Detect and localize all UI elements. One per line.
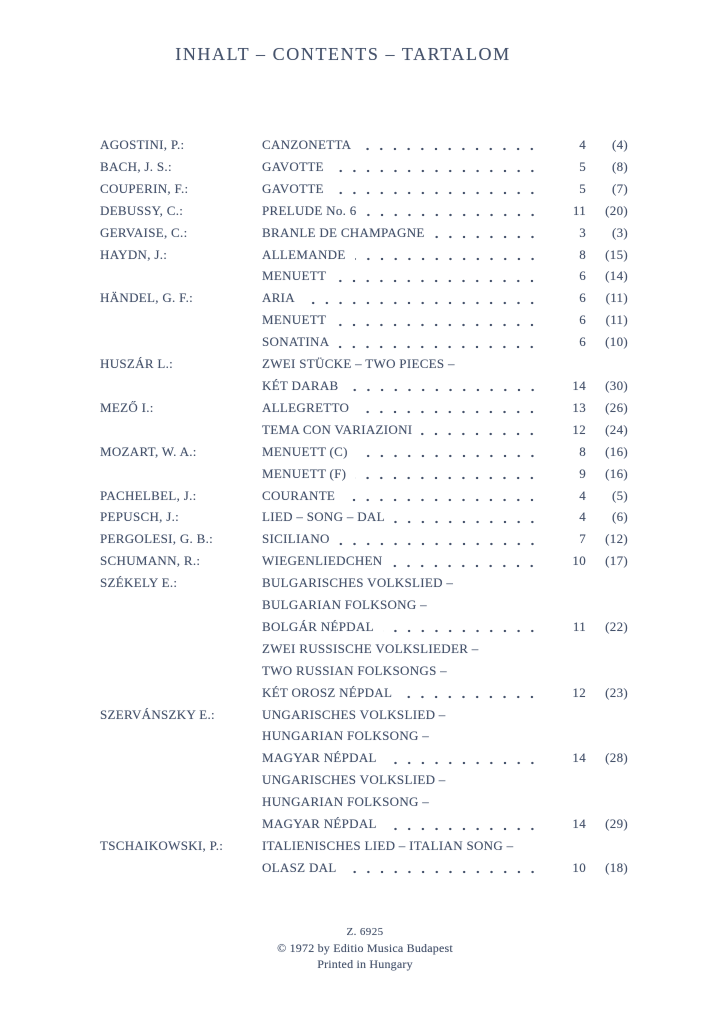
toc-row — [100, 704, 628, 726]
row-paren: (8) — [611, 158, 628, 174]
row-paren: (24) — [605, 421, 628, 437]
row-paren — [586, 594, 628, 616]
row-piece: UNGARISCHES VOLKSLIED – — [262, 706, 446, 722]
row-page: 5 — [579, 180, 586, 196]
toc-row — [100, 791, 628, 813]
row-page — [541, 638, 586, 660]
plate-number: Z. 6925 — [346, 926, 384, 938]
toc-row — [100, 528, 628, 550]
row-piece-cell — [262, 638, 541, 660]
row-piece: ARIA — [262, 290, 295, 306]
row-paren — [586, 660, 628, 682]
row-composer: HÄNDEL, G. F.: — [100, 290, 194, 306]
row-page: 14 — [572, 750, 586, 766]
row-page: 14 — [572, 816, 586, 832]
row-composer — [100, 857, 262, 879]
dot-leader — [456, 660, 541, 682]
dot-leader — [333, 178, 541, 200]
row-page — [541, 594, 586, 616]
row-paren — [586, 638, 628, 660]
row-piece: SICILIANO — [262, 531, 330, 547]
row-paren: (30) — [605, 377, 628, 393]
dot-leader — [383, 616, 541, 638]
row-composer — [100, 638, 262, 660]
row-composer: HAYDN, J.: — [100, 246, 168, 262]
row-page — [541, 704, 586, 726]
row-piece: OLASZ DAL — [262, 859, 337, 875]
row-page: 8 — [579, 443, 586, 459]
toc-row — [100, 616, 628, 638]
row-piece-cell — [262, 222, 541, 244]
row-page: 7 — [579, 531, 586, 547]
row-page: 6 — [579, 290, 586, 306]
row-composer: MEZŐ I.: — [100, 399, 154, 415]
copyright-line: © 1972 by Editio Musica Budapest — [277, 941, 453, 955]
toc-row — [100, 638, 628, 660]
row-piece-cell — [262, 506, 541, 528]
toc-row — [100, 222, 628, 244]
toc-row — [100, 134, 628, 156]
toc-row — [100, 660, 628, 682]
row-piece: BRANLE DE CHAMPAGNE — [262, 224, 425, 240]
row-page: 4 — [579, 509, 586, 525]
row-piece: BULGARIAN FOLKSONG – — [262, 597, 427, 613]
row-piece: BOLGÁR NÉPDAL — [262, 618, 374, 634]
row-composer: GERVAISE, C.: — [100, 224, 188, 240]
dot-leader — [338, 331, 541, 353]
dot-leader — [391, 550, 541, 572]
row-piece-cell — [262, 550, 541, 572]
row-piece: WIEGENLIEDCHEN — [262, 553, 383, 569]
row-piece-cell — [262, 178, 541, 200]
row-composer — [100, 594, 262, 616]
row-piece-cell — [262, 616, 541, 638]
dot-leader — [355, 244, 541, 266]
row-page: 11 — [572, 202, 586, 218]
row-piece: PRELUDE No. 6 — [262, 202, 357, 218]
row-composer: SCHUMANN, R.: — [100, 553, 201, 569]
row-piece: ZWEI RUSSISCHE VOLKSLIEDER – — [262, 640, 479, 656]
row-page — [541, 791, 586, 813]
row-page: 13 — [572, 399, 586, 415]
row-piece: UNGARISCHES VOLKSLIED – — [262, 772, 446, 788]
dot-leader — [358, 397, 541, 419]
row-piece-cell — [262, 572, 541, 594]
row-piece-cell — [262, 375, 541, 397]
row-paren — [586, 769, 628, 791]
toc-row — [100, 835, 628, 857]
row-paren — [586, 572, 628, 594]
toc-row — [100, 244, 628, 266]
row-piece: KÉT DARAB — [262, 377, 339, 393]
toc-row — [100, 813, 628, 835]
row-paren — [586, 704, 628, 726]
toc-row — [100, 309, 628, 331]
row-composer: TSCHAIKOWSKI, P.: — [100, 838, 224, 853]
row-composer — [100, 682, 262, 704]
row-composer — [100, 616, 262, 638]
row-page: 6 — [579, 312, 586, 328]
footer — [8, 924, 714, 972]
row-paren: (7) — [611, 180, 628, 196]
row-page: 14 — [572, 377, 586, 393]
row-piece: LIED – SONG – DAL — [262, 509, 385, 525]
row-piece: MENUETT — [262, 312, 327, 328]
toc-row — [100, 485, 628, 507]
row-piece-cell — [262, 441, 541, 463]
dot-leader — [355, 463, 541, 485]
row-composer: SZÉKELY E.: — [100, 575, 178, 591]
row-paren: (10) — [605, 334, 628, 350]
row-piece-cell — [262, 725, 541, 747]
row-piece-cell — [262, 660, 541, 682]
row-page: 10 — [572, 859, 586, 875]
row-composer: AGOSTINI, P.: — [100, 137, 185, 152]
row-piece: MAGYAR NÉPDAL — [262, 750, 377, 766]
row-piece-cell — [262, 791, 541, 813]
row-paren: (17) — [605, 553, 628, 569]
toc-row — [100, 353, 628, 375]
dot-leader — [344, 485, 541, 507]
row-piece: ITALIENISCHES LIED – ITALIAN SONG – — [262, 838, 514, 853]
row-piece-cell — [262, 835, 541, 857]
row-piece: BULGARISCHES VOLKSLIED – — [262, 575, 454, 591]
dot-leader — [386, 813, 541, 835]
dot-leader — [333, 156, 541, 178]
row-paren — [586, 725, 628, 747]
dot-leader — [386, 747, 541, 769]
toc-row — [100, 441, 628, 463]
row-composer — [100, 265, 262, 287]
row-paren: (23) — [605, 684, 628, 700]
toc-row — [100, 747, 628, 769]
row-page: 12 — [572, 684, 586, 700]
row-composer: PEPUSCH, J.: — [100, 509, 180, 525]
row-page — [541, 835, 586, 857]
row-composer: BACH, J. S.: — [100, 158, 172, 174]
row-piece-cell — [262, 485, 541, 507]
row-composer — [100, 660, 262, 682]
row-piece: TEMA CON VARIAZIONI — [262, 421, 413, 437]
dot-leader — [357, 441, 541, 463]
toc — [100, 134, 628, 879]
row-piece: GAVOTTE — [262, 158, 324, 174]
row-page: 11 — [572, 618, 586, 634]
row-piece-cell — [262, 244, 541, 266]
row-piece: KÉT OROSZ NÉPDAL — [262, 684, 393, 700]
row-piece-cell — [262, 594, 541, 616]
row-composer — [100, 309, 262, 331]
row-piece-cell — [262, 353, 541, 375]
dot-leader — [366, 200, 541, 222]
toc-row — [100, 331, 628, 353]
row-piece-cell — [262, 682, 541, 704]
row-paren — [586, 791, 628, 813]
row-piece-cell — [262, 747, 541, 769]
row-paren: (5) — [611, 487, 628, 503]
row-composer — [100, 419, 262, 441]
toc-row — [100, 397, 628, 419]
dot-leader — [455, 704, 541, 726]
toc-row — [100, 463, 628, 485]
row-paren: (18) — [605, 859, 628, 875]
row-composer: HUSZÁR L.: — [100, 356, 174, 372]
toc-row — [100, 419, 628, 441]
row-paren: (15) — [605, 246, 628, 262]
page-title: INHALT – CONTENTS – TARTALOM — [175, 44, 511, 64]
dot-leader — [335, 309, 541, 331]
row-composer — [100, 725, 262, 747]
row-page: 5 — [579, 158, 586, 174]
dot-leader — [394, 506, 541, 528]
toc-row — [100, 769, 628, 791]
row-page — [541, 572, 586, 594]
toc-row — [100, 594, 628, 616]
row-piece-cell — [262, 419, 541, 441]
row-piece-cell — [262, 331, 541, 353]
row-composer: MOZART, W. A.: — [100, 443, 197, 459]
row-paren: (16) — [605, 465, 628, 481]
row-paren: (11) — [605, 312, 628, 328]
row-piece: COURANTE — [262, 487, 336, 503]
dot-leader — [438, 791, 541, 813]
toc-row — [100, 156, 628, 178]
row-paren: (3) — [611, 224, 628, 240]
row-paren: (26) — [605, 399, 628, 415]
dot-leader — [455, 769, 541, 791]
row-piece: MENUETT (C) — [262, 443, 348, 459]
row-piece: ZWEI STÜCKE – TWO PIECES – — [262, 356, 455, 372]
row-page: 4 — [579, 487, 586, 503]
row-piece-cell — [262, 769, 541, 791]
dot-leader — [346, 857, 541, 879]
row-piece: MAGYAR NÉPDAL — [262, 816, 377, 832]
row-page: 4 — [579, 137, 586, 152]
row-paren: (11) — [605, 290, 628, 306]
row-piece-cell — [262, 397, 541, 419]
printed-line: Printed in Hungary — [317, 957, 413, 971]
row-piece-cell — [262, 309, 541, 331]
dot-leader — [335, 265, 541, 287]
row-page: 8 — [579, 246, 586, 262]
row-paren: (20) — [605, 202, 628, 218]
row-paren — [586, 353, 628, 375]
row-piece-cell — [262, 134, 541, 156]
row-paren: (29) — [605, 816, 628, 832]
row-composer — [100, 813, 262, 835]
row-paren: (14) — [605, 268, 628, 284]
dot-leader — [339, 528, 541, 550]
row-piece-cell — [262, 287, 541, 309]
dot-leader — [421, 419, 541, 441]
toc-row — [100, 682, 628, 704]
row-piece-cell — [262, 200, 541, 222]
row-page — [541, 769, 586, 791]
row-piece-cell — [262, 156, 541, 178]
row-piece: TWO RUSSIAN FOLKSONGS – — [262, 662, 447, 678]
dot-leader — [438, 725, 541, 747]
row-paren: (4) — [611, 137, 628, 152]
row-composer — [100, 747, 262, 769]
row-page: 3 — [579, 224, 586, 240]
row-page: 10 — [572, 553, 586, 569]
row-page: 12 — [572, 421, 586, 437]
dot-leader — [360, 134, 541, 156]
row-piece-cell — [262, 463, 541, 485]
row-paren — [586, 835, 628, 857]
row-piece: ALLEGRETTO — [262, 399, 350, 415]
row-piece-cell — [262, 528, 541, 550]
toc-row — [100, 857, 628, 879]
dot-leader — [488, 638, 541, 660]
row-piece-cell — [262, 704, 541, 726]
row-composer: COUPERIN, F.: — [100, 180, 189, 196]
row-piece-cell — [262, 265, 541, 287]
row-paren: (16) — [605, 443, 628, 459]
row-piece: MENUETT — [262, 268, 327, 284]
dot-leader — [464, 353, 541, 375]
toc-row — [100, 287, 628, 309]
row-page — [541, 725, 586, 747]
toc-row — [100, 572, 628, 594]
row-composer — [100, 769, 262, 791]
dot-leader — [462, 572, 541, 594]
row-paren: (28) — [605, 750, 628, 766]
toc-row — [100, 200, 628, 222]
row-piece: MENUETT (F) — [262, 465, 347, 481]
dot-leader — [304, 287, 541, 309]
toc-row — [100, 265, 628, 287]
row-page — [541, 660, 586, 682]
row-piece-cell — [262, 857, 541, 879]
toc-row — [100, 550, 628, 572]
row-composer — [100, 375, 262, 397]
toc-row — [100, 506, 628, 528]
row-paren: (12) — [605, 531, 628, 547]
row-page — [541, 353, 586, 375]
row-piece: CANZONETTA — [262, 137, 352, 152]
row-piece: ALLEMANDE — [262, 246, 346, 262]
row-composer — [100, 791, 262, 813]
toc-row — [100, 375, 628, 397]
row-composer: PACHELBEL, J.: — [100, 487, 197, 503]
row-composer: DEBUSSY, C.: — [100, 202, 184, 218]
row-piece: SONATINA — [262, 334, 330, 350]
row-composer: PERGOLESI, G. B.: — [100, 531, 214, 547]
dot-leader — [348, 375, 542, 397]
toc-row — [100, 725, 628, 747]
dot-leader — [522, 835, 541, 857]
row-piece: GAVOTTE — [262, 180, 324, 196]
row-page: 6 — [579, 334, 586, 350]
row-composer — [100, 331, 262, 353]
row-piece: HUNGARIAN FOLKSONG – — [262, 728, 430, 744]
row-paren: (6) — [611, 509, 628, 525]
row-page: 9 — [579, 465, 586, 481]
row-composer: SZERVÁNSZKY E.: — [100, 706, 215, 722]
row-piece-cell — [262, 813, 541, 835]
toc-row — [100, 178, 628, 200]
dot-leader — [436, 594, 541, 616]
row-paren: (22) — [605, 618, 628, 634]
row-piece: HUNGARIAN FOLKSONG – — [262, 794, 430, 810]
dot-leader — [434, 222, 541, 244]
dot-leader — [401, 682, 541, 704]
row-composer — [100, 463, 262, 485]
row-page: 6 — [579, 268, 586, 284]
